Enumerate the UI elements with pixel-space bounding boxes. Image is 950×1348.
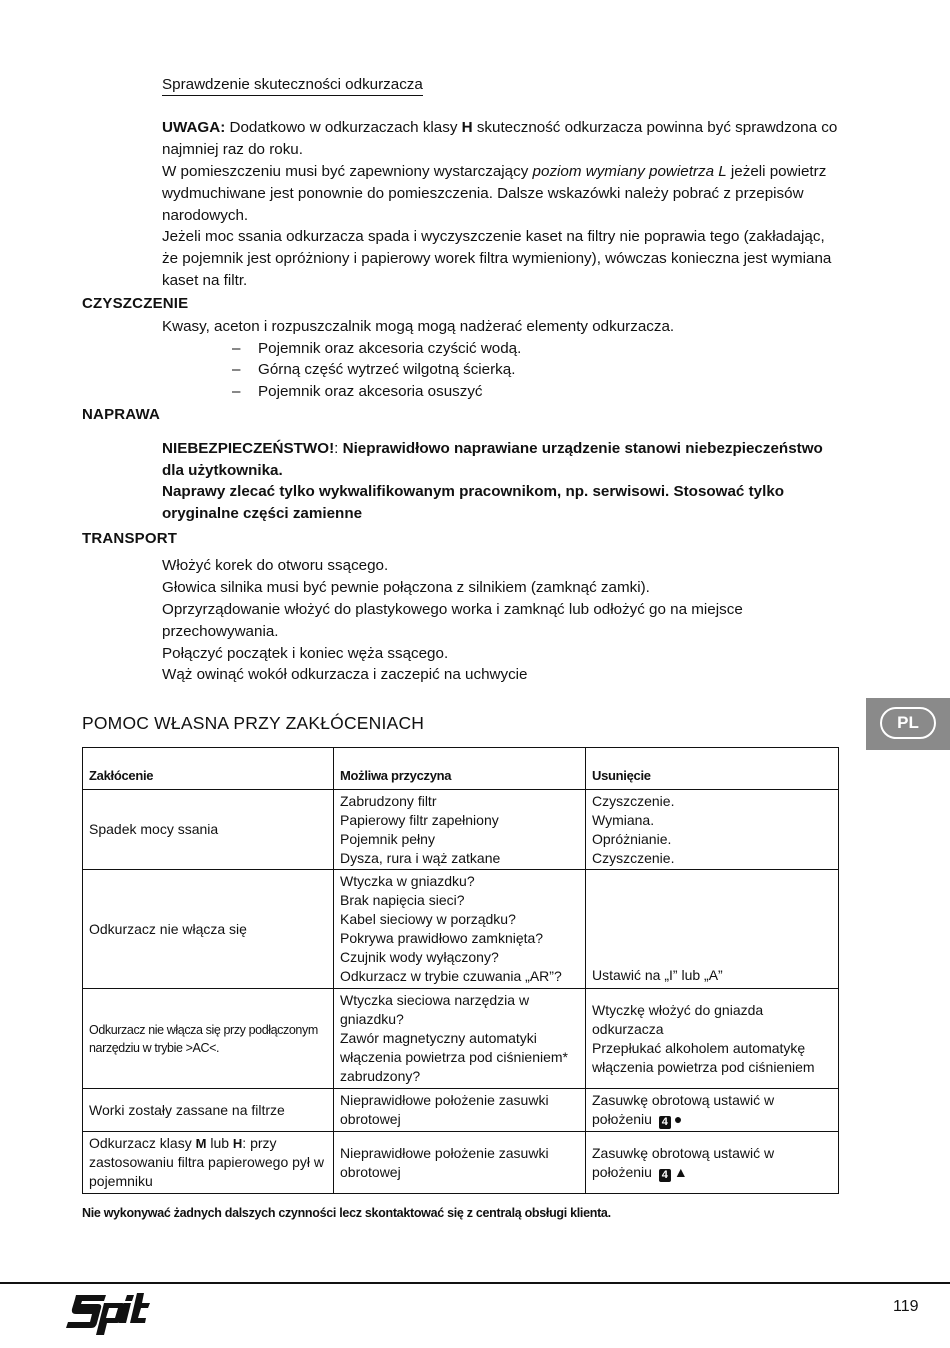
dash: –: [232, 340, 241, 357]
cleaning-item-text: Pojemnik oraz akcesoria czyścić wodą.: [258, 340, 522, 357]
column-header: Zakłócenie: [83, 748, 334, 790]
cause-cell: [334, 790, 586, 870]
cause-cell: Nieprawidłowe położenie zasuwki obrotowej: [334, 1089, 586, 1132]
table-row: [83, 870, 839, 989]
remedy-line: Opróżnianie.: [592, 830, 672, 847]
transport-line: Głowica silnika musi być pewnie połączona z silnikiem (zamknąć zamki).: [162, 579, 650, 596]
cause-line: Zawór magnetyczny automatyki włączenia powietrza pod ciśnieniem* zabrudzony?: [340, 1030, 569, 1084]
remedy-cell: [586, 989, 839, 1089]
warning-label: UWAGA:: [162, 119, 226, 136]
suction-paragraph: Jeżeli moc ssania odkurzacza spada i wyczyszczenie kaset na filtry nie poprawia tego (zakładając, że pojemnik jest opróżniony i papierowy worek filtra wymieniony), wówczas konieczna jest wymiana kaset na filtr.: [162, 228, 832, 289]
cleaning-heading: CZYSZCZENIE: [82, 295, 189, 312]
cause-cell: [334, 989, 586, 1089]
language-tab: [866, 698, 950, 750]
warning-text-b: skuteczność odkurzacza powinna być sprawdzona co najmniej raz do roku.: [162, 119, 838, 158]
cause-line: Wtyczka w gniazdku?: [340, 873, 475, 889]
repair-note: Naprawy zlecać tylko wykwalifikowanym pracownikom, np. serwisowi. Stosować tylko oryginalne części zamienne: [162, 483, 785, 522]
fault-text: lub: [206, 1135, 233, 1151]
remedy-cell: [586, 1089, 839, 1132]
column-header: Możliwa przyczyna: [334, 748, 586, 790]
danger-label: NIEBEZPIECZEŃSTWO!: [162, 440, 335, 457]
cause-line: Odkurzacz w trybie czuwania „AR”?: [340, 968, 562, 984]
fault-cell: Spadek mocy ssania: [83, 790, 334, 870]
cause-line: Dysza, rura i wąż zatkane: [340, 849, 501, 866]
troubleshooting-table: [82, 747, 839, 1194]
transport-line: Połączyć początek i koniec węża ssącego.: [162, 645, 449, 662]
cleaning-item: [232, 381, 483, 403]
cause-line: Pokrywa prawidłowo zamknięta?: [340, 930, 544, 946]
cause-line: Pojemnik pełny: [340, 830, 435, 847]
transport-line: Oprzyrządowanie włożyć do plastykowego worka i zamknąć lub odłożyć go na miejsce przechowywania.: [162, 601, 743, 640]
position-number-icon: 4: [659, 1169, 671, 1182]
remedy-line: Czyszczenie.: [592, 792, 675, 809]
remedy-text: Zasuwkę obrotową ustawić w położeniu: [592, 1144, 775, 1180]
cause-line: Kabel sieciowy w porządku?: [340, 911, 516, 927]
fault-cell: Worki zostały zassane na filtrze: [83, 1089, 334, 1132]
fault-text: Odkurzacz klasy: [89, 1135, 196, 1151]
table-header-row: [83, 748, 839, 790]
dash: –: [232, 383, 241, 400]
remedy-cell: [586, 1132, 839, 1194]
cause-cell: [334, 870, 586, 989]
danger-sep: :: [334, 440, 339, 457]
triangle-mark-icon: ▲: [673, 1163, 688, 1180]
table-row: [83, 790, 839, 870]
fault-cell: Odkurzacz nie włącza się: [83, 870, 334, 989]
room-text-a: W pomieszczeniu musi być zapewniony wystarczający: [162, 163, 533, 180]
dash: –: [232, 361, 241, 378]
fault-cell: Odkurzacz nie włącza się przy podłączonym narzędziu w trybie >AC<.: [83, 989, 334, 1089]
spit-logo-icon: [62, 1289, 152, 1337]
remedy-line: Wymiana.: [592, 811, 655, 828]
language-badge: PL: [880, 707, 936, 739]
room-italic: poziom wymiany powietrza L: [532, 163, 727, 180]
cause-line: Czujnik wody wyłączony?: [340, 949, 499, 965]
fault-text: : przy zastosowaniu filtra papierowego pył w pojemniku: [89, 1135, 325, 1189]
cause-cell: Nieprawidłowe położenie zasuwki obrotowej: [334, 1132, 586, 1194]
transport-line: Wąż owinąć wokół odkurzacza i zaczepić na uchwycie: [162, 666, 528, 683]
remedy-line: Przepłukać alkoholem automatykę włączenia powietrza pod ciśnieniem: [592, 1039, 815, 1075]
cause-line: Wtyczka sieciowa narzędzia w gniazdku?: [340, 992, 530, 1027]
fault-cell: [83, 1132, 334, 1194]
cleaning-item-text: Górną część wytrzeć wilgotną ścierką.: [258, 361, 516, 378]
class-m: M: [195, 1136, 207, 1151]
cleaning-item: [232, 359, 515, 381]
transport-line: Włożyć korek do otworu ssącego.: [162, 557, 389, 574]
cleaning-item-text: Pojemnik oraz akcesoria osuszyć: [258, 383, 483, 400]
repair-heading: NAPRAWA: [82, 406, 161, 423]
footnote: Nie wykonywać żadnych dalszych czynności lecz skontaktować się z centralą obsługi klienta.: [82, 1206, 611, 1220]
room-paragraph: [162, 161, 842, 226]
warning-class-h: H: [461, 119, 473, 136]
section-subheading: Sprawdzenie skuteczności odkurzacza: [162, 76, 423, 96]
remedy-text: Zasuwkę obrotową ustawić w położeniu: [592, 1092, 775, 1127]
remedy-line: Wtyczkę włożyć do gniazda odkurzacza: [592, 1001, 764, 1037]
cause-line: Zabrudzony filtr: [340, 792, 437, 809]
page-number: 119: [893, 1298, 919, 1315]
danger-paragraph: [162, 438, 842, 482]
footer-rule: [0, 1282, 950, 1284]
cleaning-intro: Kwasy, aceton i rozpuszczalnik mogą mogą nadżerać elementy odkurzacza.: [162, 318, 675, 335]
danger-text: Nieprawidłowo naprawiane urządzenie stanowi niebezpieczeństwo dla użytkownika.: [162, 440, 823, 479]
warning-text-a: Dodatkowo w odkurzaczach klasy: [225, 119, 462, 136]
troubleshooting-title: POMOC WŁASNA PRZY ZAKŁÓCENIACH: [82, 713, 425, 733]
column-header: Usunięcie: [586, 748, 839, 790]
warning-paragraph: [162, 117, 842, 161]
transport-heading: TRANSPORT: [82, 530, 178, 547]
position-number-icon: 4: [659, 1116, 671, 1129]
table-row: [83, 989, 839, 1089]
remedy-cell: [586, 790, 839, 870]
room-text-b: jeżeli powietrz wydmuchiwane jest ponownie do pomieszczenia. Dalsze wskazówki należy pobrać z przepisów narodowych.: [162, 163, 827, 224]
cause-line: Papierowy filtr zapełniony: [340, 811, 499, 828]
cause-line: Brak napięcia sieci?: [340, 892, 465, 908]
remedy-line: Czyszczenie.: [592, 849, 675, 866]
table-row: [83, 1089, 839, 1132]
cleaning-item: [232, 338, 521, 360]
table-row: [83, 1132, 839, 1194]
remedy-cell: Ustawić na „I” lub „A”: [586, 870, 839, 989]
circle-mark-icon: ●: [673, 1111, 683, 1127]
class-h: H: [232, 1136, 243, 1151]
